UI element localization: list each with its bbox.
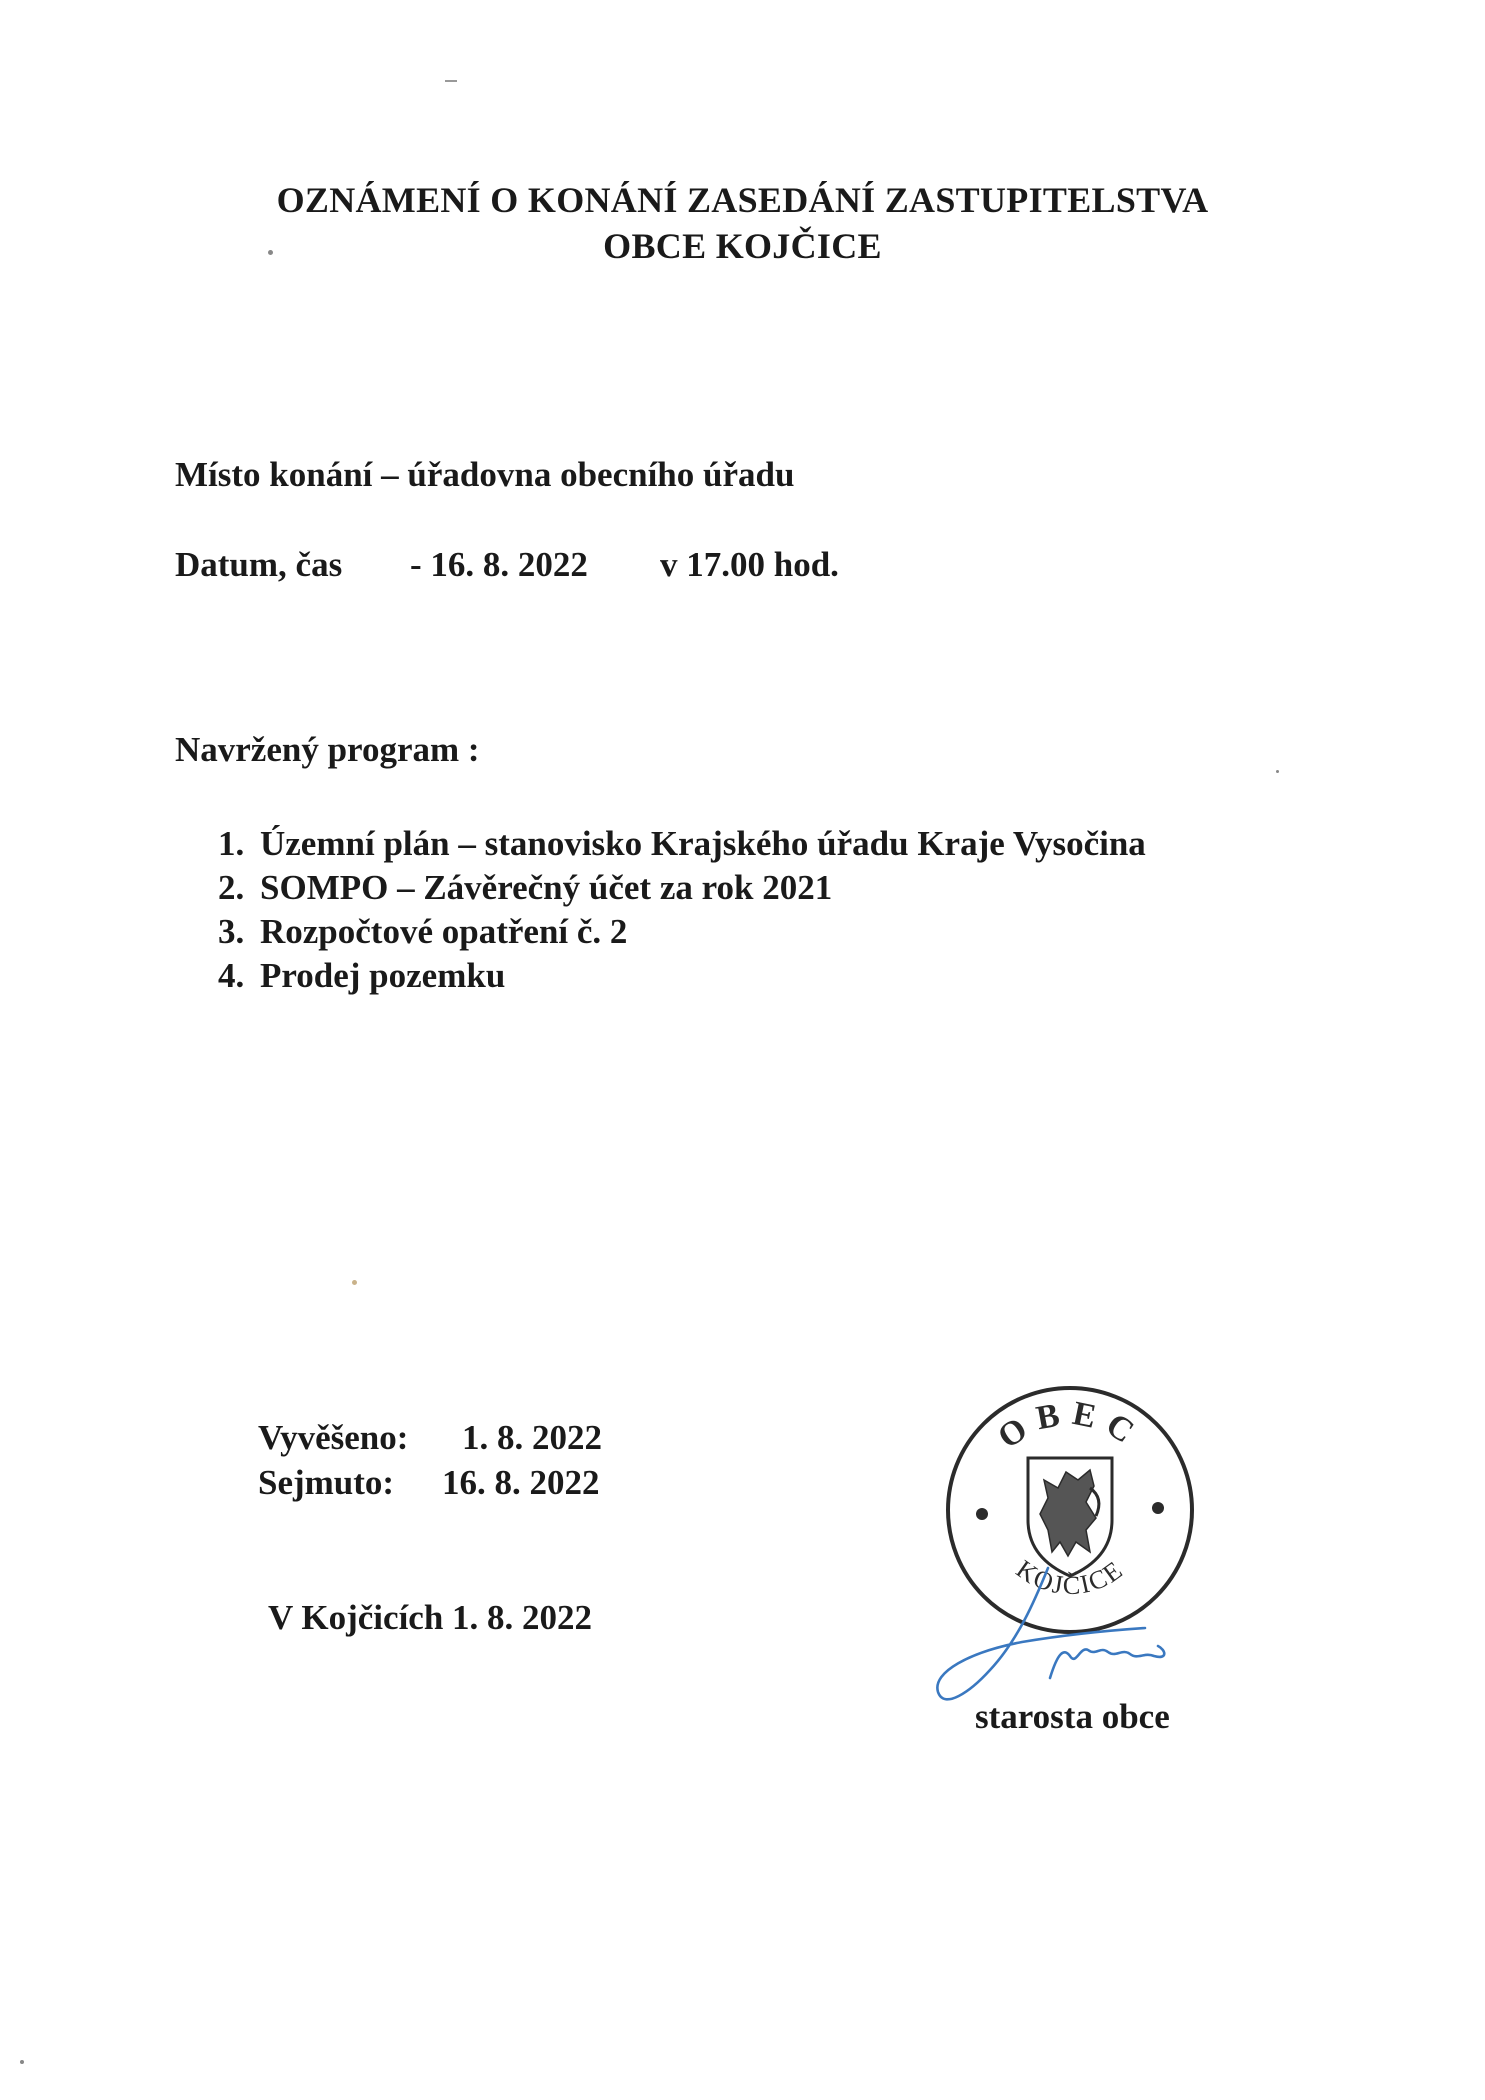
- coat-of-arms-icon: [1028, 1458, 1112, 1576]
- signatory-title: starosta obce: [975, 1697, 1170, 1736]
- place-and-date: V Kojčicích 1. 8. 2022: [268, 1598, 593, 1637]
- posted-date: 1. 8. 2022: [462, 1418, 602, 1457]
- program-item: 4. Prodej pozemku: [218, 956, 506, 995]
- scan-speck: [268, 250, 273, 255]
- program-list: [218, 822, 1146, 998]
- removed-date: 16. 8. 2022: [442, 1463, 600, 1502]
- meeting-place: Místo konání – úřadovna obecního úřadu: [175, 455, 795, 494]
- scan-speck: [20, 2060, 24, 2064]
- stamp-bottom-text: KOJČICE: [1010, 1554, 1130, 1601]
- scan-speck: [352, 1280, 357, 1285]
- program-item: 2. SOMPO – Závěrečný účet za rok 2021: [218, 868, 833, 907]
- document-title-line2: OBCE KOJČICE: [603, 226, 882, 266]
- datetime-label: Datum, čas: [175, 545, 343, 584]
- removed-label: Sejmuto:: [258, 1463, 395, 1502]
- stamp-top-text: OBEC: [991, 1394, 1149, 1457]
- datetime-time: v 17.00 hod.: [660, 545, 839, 584]
- posted-label: Vyvěšeno:: [258, 1418, 409, 1457]
- scan-speck: [1276, 770, 1279, 773]
- datetime-date: - 16. 8. 2022: [410, 545, 588, 584]
- program-item: 3. Rozpočtové opatření č. 2: [218, 912, 628, 951]
- document-title-line1: OZNÁMENÍ O KONÁNÍ ZASEDÁNÍ ZASTUPITELSTVA: [276, 180, 1209, 220]
- program-heading: Navržený program :: [175, 730, 480, 769]
- program-item: 1. Územní plán – stanovisko Krajského úřadu Kraje Vysočina: [218, 824, 1146, 863]
- scan-speck: [445, 80, 457, 82]
- svg-text:OBEC: [992, 1395, 1149, 1456]
